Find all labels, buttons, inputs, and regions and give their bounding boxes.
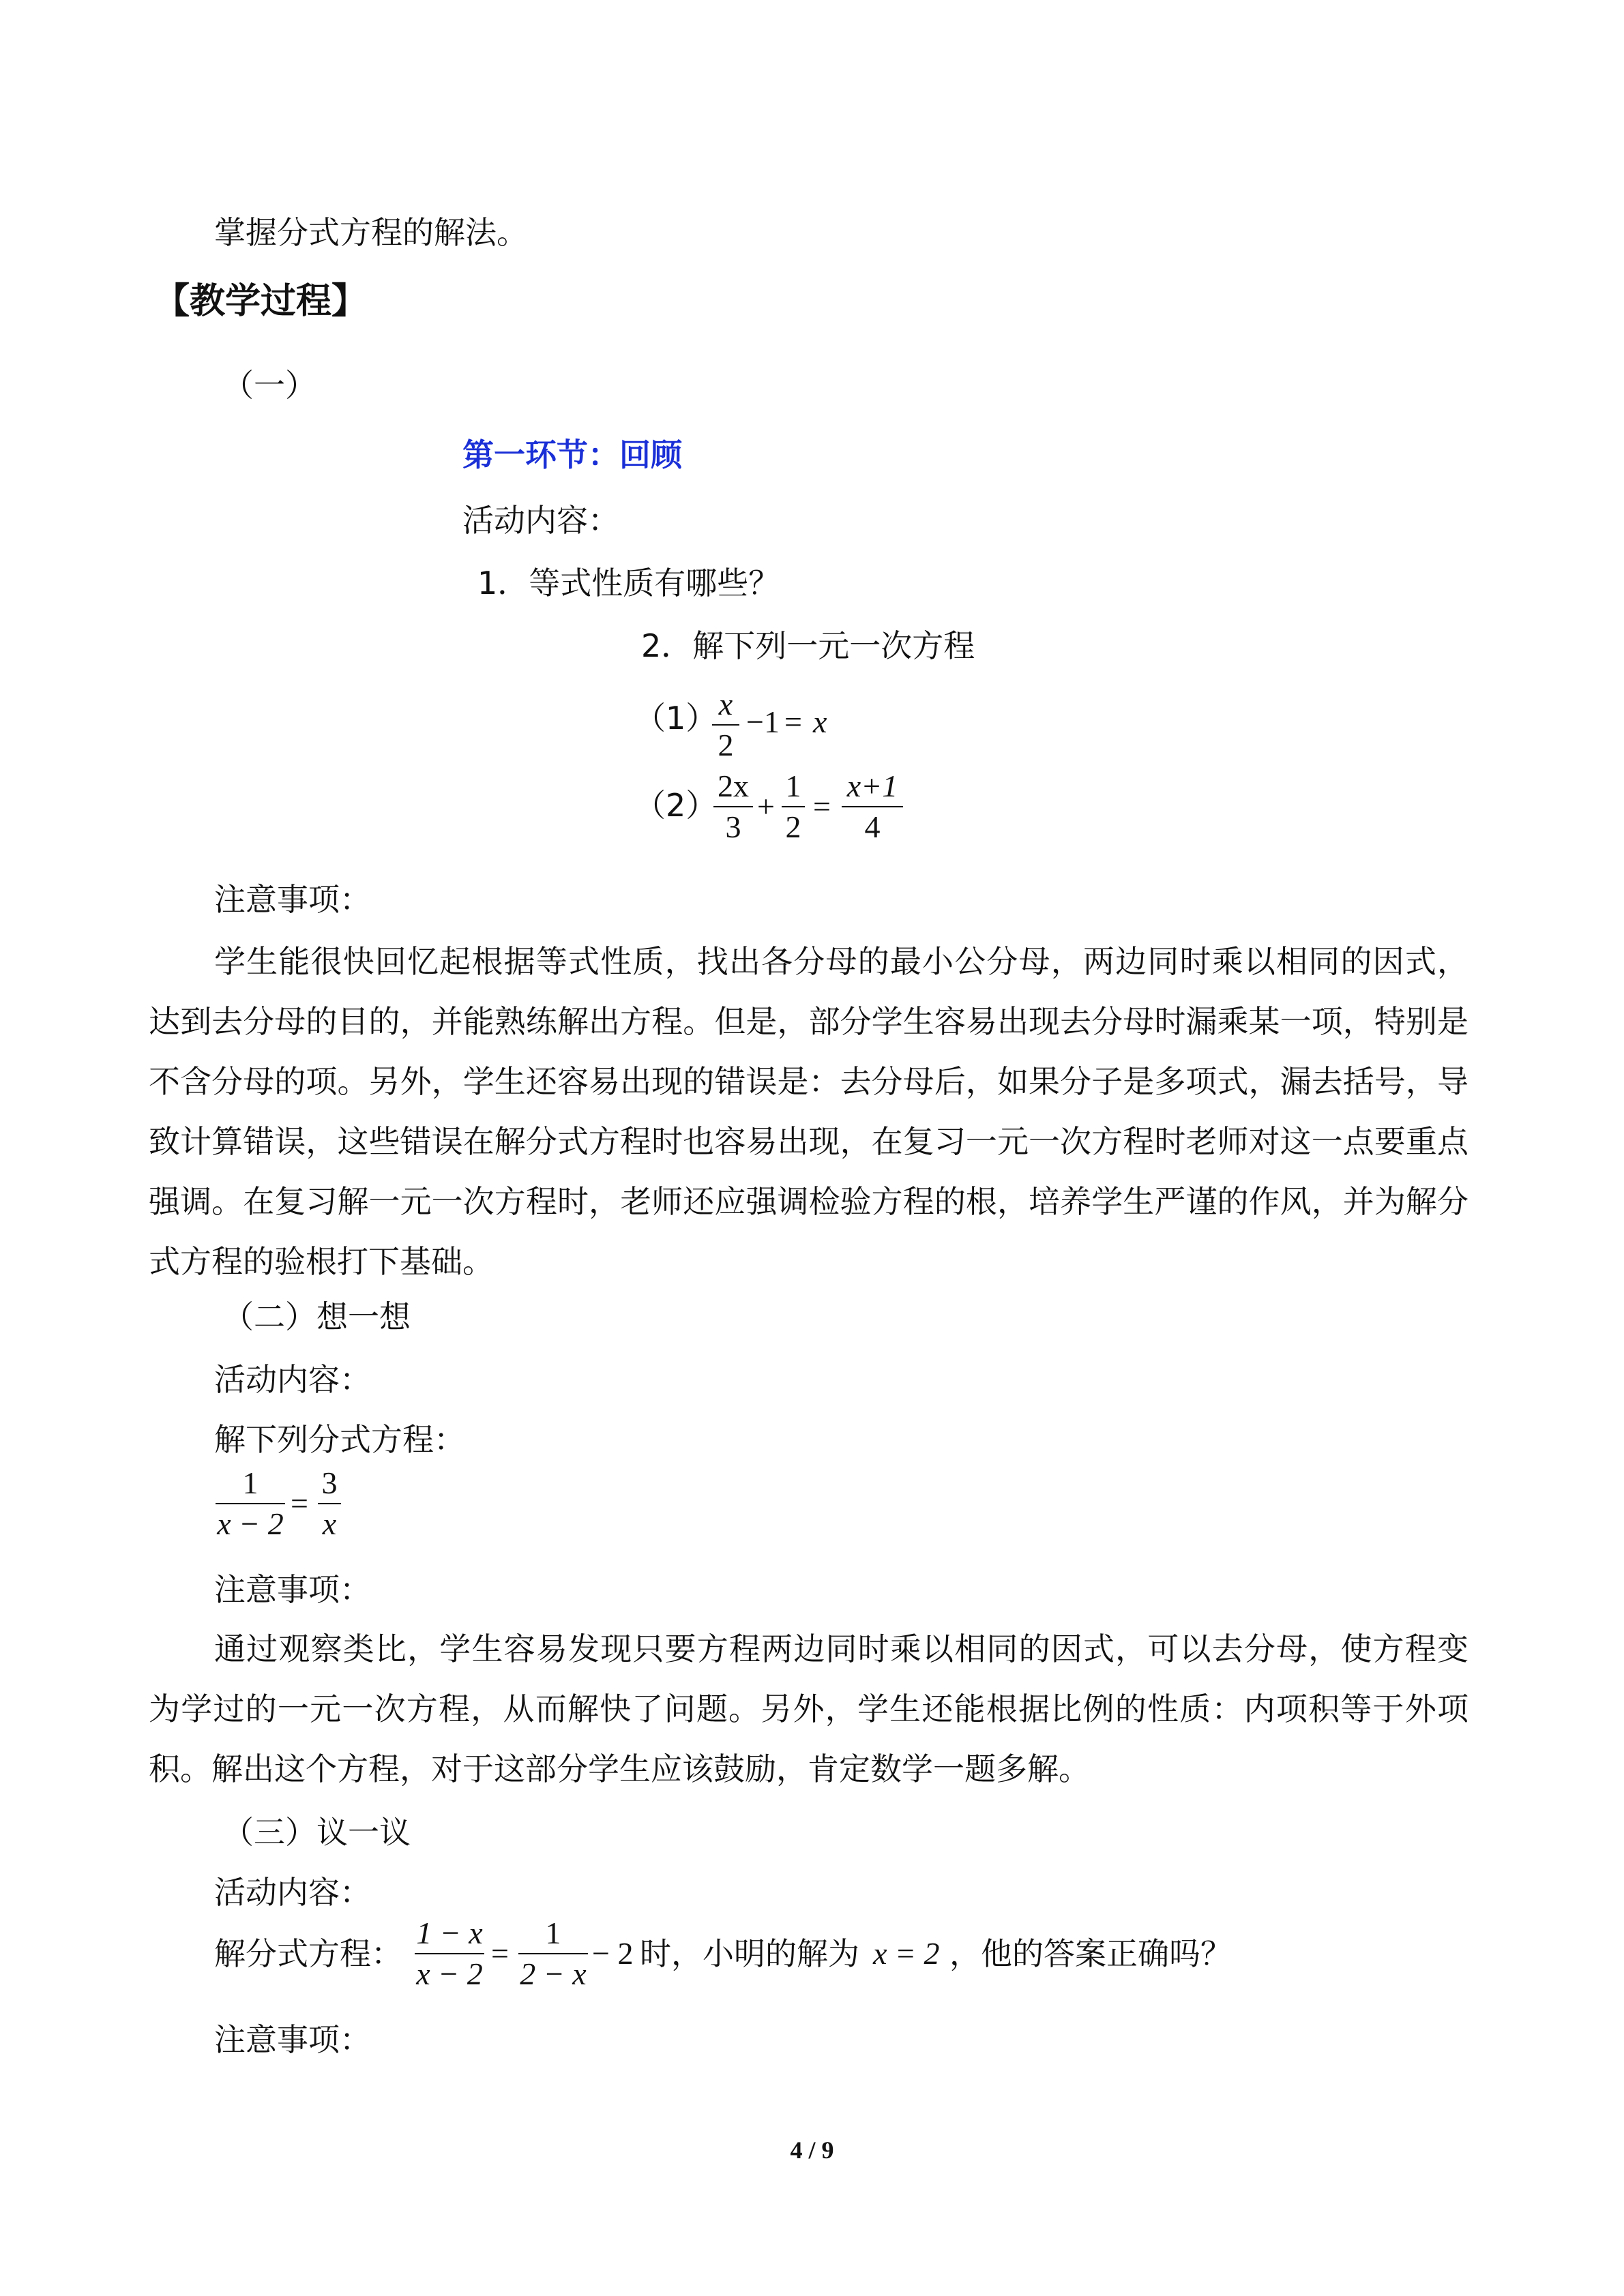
eq3-right-numerator: 3 [318, 1467, 341, 1504]
eq4-fraction-left [415, 1915, 484, 1991]
part3-notes-label: 注意事项： [214, 2021, 371, 2058]
part3-task-prefix: 解分式方程： [214, 1935, 402, 1972]
eq2-b-numerator: 1 [782, 771, 805, 807]
part3-task-middle: 时，小明的解为 [640, 1935, 859, 1972]
eq3-right-denominator: x [322, 1506, 337, 1541]
eq3-equals: = [291, 1486, 308, 1521]
eq4-fraction-right [518, 1915, 588, 1991]
eq4-left-denominator: x − 2 [416, 1956, 483, 1991]
eq2-a-numerator: 2x [713, 771, 753, 807]
eq4-right-denominator: 2 − x [520, 1956, 587, 1991]
part2-task: 解下列分式方程： [214, 1421, 465, 1458]
eq1-numerator: x [712, 689, 739, 726]
section-heading: 【教学过程】 [154, 280, 368, 322]
part3-activity-label: 活动内容： [214, 1874, 371, 1911]
eq2-a-denominator: 3 [725, 809, 741, 844]
part2-notes-label: 注意事项： [214, 1571, 371, 1608]
eq3-fraction-right [318, 1467, 341, 1540]
eq2-b-denominator: 2 [785, 809, 801, 844]
equation-1-label: （1） [634, 700, 718, 736]
eq1-equals: = [784, 704, 802, 739]
eq3-left-denominator: x − 2 [217, 1506, 284, 1541]
page-number: 4 / 9 [790, 2136, 834, 2164]
eq2-fraction-c [842, 771, 903, 843]
eq1-rhs: x [813, 704, 827, 739]
question-1: 1．等式性质有哪些？ [477, 565, 780, 601]
xiaoming-solution: x = 2 [873, 1936, 940, 1971]
eq1-denominator: 2 [718, 728, 734, 762]
part1-notes-text: 学生能很快回忆起根据等式性质，找出各分母的最小公分母，两边同时乘以相同的因式，达到去分母的目的，并能熟练解出方程。但是，部分学生容易出现去分母时漏乘某一项，特别是不含分母的项。另外，学生还容易出现的错误是：去分母后，如果分子是多项式，漏去括号，导致计算错误，这些错误在解分式方程时也容易出现，在复习一元一次方程时老师对这一点要重点强调。在复习解一元一次方程时，老师还应强调检验方程的根，培养学生严谨的作风，并为解分式方程的验根打下基础。 [149, 943, 1468, 1280]
eq2-c-denominator: 4 [864, 809, 881, 844]
stage-title: 第一环节：回顾 [462, 436, 682, 473]
eq4-equals: = [491, 1936, 509, 1971]
part2-label: （二）想一想 [222, 1298, 411, 1335]
eq4-right-numerator: 1 [518, 1918, 588, 1954]
eq1-minus-one: −1 [746, 704, 780, 739]
question-2: 2．解下列一元一次方程 [641, 627, 975, 664]
eq2-equals: = [813, 789, 831, 824]
part2-notes-text: 通过观察类比，学生容易发现只要方程两边同时乘以相同的因式，可以去分母，使方程变为学过的一元一次方程，从而解快了问题。另外，学生还能根据比例的性质：内项积等于外项积。解出这个方程，对于这部分学生应该鼓励，肯定数学一题多解。 [149, 1630, 1468, 1787]
eq3-fraction-left [216, 1467, 285, 1540]
eq2-c-numerator: x+1 [842, 771, 903, 807]
eq3-left-numerator: 1 [216, 1467, 285, 1504]
eq4-left-numerator: 1 − x [415, 1918, 484, 1954]
part1-activity-label: 活动内容： [462, 502, 619, 539]
eq2-fraction-a [713, 771, 753, 843]
part3-task-suffix: ，他的答案正确吗？ [949, 1935, 1232, 1972]
part3-label: （三）议一议 [222, 1814, 411, 1851]
eq2-plus: + [757, 789, 775, 824]
eq4-minus-two: − 2 [592, 1936, 634, 1971]
intro-line: 掌握分式方程的解法。 [214, 214, 528, 251]
equation-2-label: （2） [634, 787, 718, 824]
part1-notes-label: 注意事项： [214, 881, 371, 918]
part2-activity-label: 活动内容： [214, 1361, 371, 1398]
eq2-fraction-b [782, 771, 805, 843]
eq1-fraction [712, 689, 739, 761]
part1-label: （一） [222, 367, 316, 404]
